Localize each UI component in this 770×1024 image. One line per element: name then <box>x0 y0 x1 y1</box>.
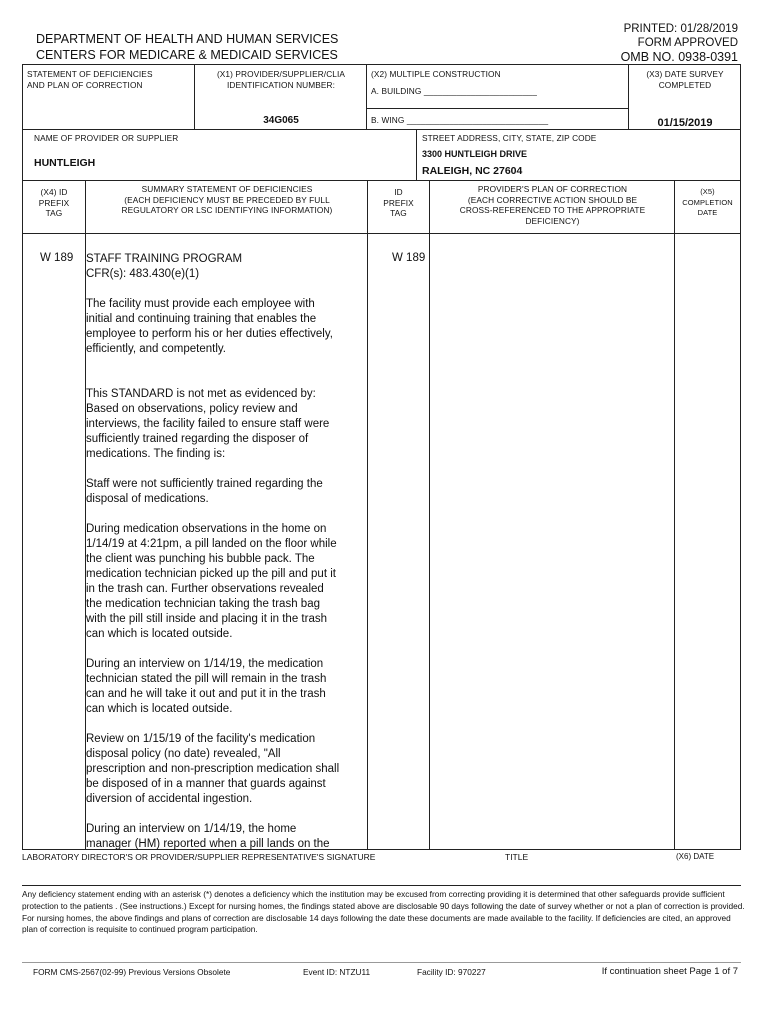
signature-label: LABORATORY DIRECTOR'S OR PROVIDER/SUPPLIER REPRESENTATIVE'S SIGNATURE <box>22 852 376 862</box>
x6-date-label: (X6) DATE <box>676 852 715 861</box>
title-label: TITLE <box>505 852 529 862</box>
disclaimer-text: Any deficiency statement ending with an asterisk (*) denotes a deficiency which the institution may be excused from correcting providing it is determined that other safeguards provide sufficient protection to the patients . (See instructions.) Except for nursing homes, the findings stated above are disclosable 90 days following the date of survey whether or not a plan of correction is provided. For nursing homes, the above findings and plans of correction are disclosable 14 days following the date these documents are made available to the facility. If deficiencies are cited, an approved plan of correction is requisite to continued program participation. <box>22 889 745 935</box>
survey-completed-date: 01/15/2019 <box>657 117 713 129</box>
paragraph: The facility must provide each employee with initial and continuing training that enables the employee to perform his or her duties effectively, efficiently, and competently. <box>86 298 333 355</box>
department-name: DEPARTMENT OF HEALTH AND HUMAN SERVICES <box>36 32 339 46</box>
divider <box>416 129 417 181</box>
address-street: 3300 HUNTLEIGH DRIVE <box>422 149 528 159</box>
x1-label: (X1) PROVIDER/SUPPLIER/CLIA IDENTIFICATION NUMBER: <box>216 69 346 90</box>
x4-column-header: (X4) ID PREFIX TAG <box>38 187 70 218</box>
paragraph: STAFF TRAINING PROGRAM CFR(s): 483.430(e)(1) <box>86 253 243 280</box>
paragraph: During medication observations in the home on 1/14/19 at 4:21pm, a pill landed on the floor while the client was punching his bubble pack. The medication technician picked up the pill and put it in the trash can. Further observations revealed the medication technician taking the trash bag with the pill still inside and placing it in the trash can which is located outside. <box>86 523 337 640</box>
plan-tag: W 189 <box>392 252 426 264</box>
omb-number: OMB NO. 0938-0391 <box>620 50 738 64</box>
summary-column-header: SUMMARY STATEMENT OF DEFICIENCIES (EACH DEFICIENCY MUST BE PRECEDED BY FULL REGULATORY OR LSC IDENTIFYING INFORMATION) <box>121 184 333 215</box>
rule <box>22 962 741 963</box>
address-city: RALEIGH, NC 27604 <box>422 165 523 177</box>
provider-name-label: NAME OF PROVIDER OR SUPPLIER <box>34 133 179 143</box>
address-label: STREET ADDRESS, CITY, STATE, ZIP CODE <box>422 133 597 143</box>
x3-label: (X3) DATE SURVEY COMPLETED <box>646 69 724 90</box>
paragraph: During an interview on 1/14/19, the home manager (HM) reported when a pill lands on the <box>86 823 330 850</box>
divider <box>194 64 195 130</box>
rule <box>22 233 741 234</box>
page-number: If continuation sheet Page 1 of 7 <box>601 966 738 977</box>
deficiency-tag: W 189 <box>40 252 74 264</box>
rule <box>22 129 741 130</box>
paragraph: Staff were not sufficiently trained regarding the disposal of medications. <box>86 478 323 505</box>
wing-label: B. WING ______________________________ <box>371 115 549 125</box>
provider-id-number: 34G065 <box>263 115 299 126</box>
paragraph: Review on 1/15/19 of the facility's medication disposal policy (no date) revealed, "All prescription and non-prescription medication shall be disposed of in a manner that guards against diversion of accidental ingestion. <box>86 733 340 805</box>
form-approved: FORM APPROVED <box>637 37 738 49</box>
divider <box>367 180 368 850</box>
event-id: Event ID: NTZU11 <box>303 967 371 977</box>
statement-label: STATEMENT OF DEFICIENCIES AND PLAN OF CORRECTION <box>27 69 153 90</box>
form-header-meta <box>621 22 738 64</box>
id-column-header: ID PREFIX TAG <box>383 187 414 218</box>
divider <box>429 180 430 850</box>
x2-label: (X2) MULTIPLE CONSTRUCTION <box>371 69 501 79</box>
form-header-agency <box>36 31 338 63</box>
divider <box>628 64 629 130</box>
rule <box>22 885 741 886</box>
facility-id: Facility ID: 970227 <box>417 967 486 977</box>
rule <box>367 108 628 109</box>
printed-date: PRINTED: 01/28/2019 <box>623 23 738 35</box>
x5-column-header: (X5) COMPLETION DATE <box>682 187 733 217</box>
divider <box>366 64 367 130</box>
paragraph: During an interview on 1/14/19, the medication technician stated the pill will remain in the trash can and he will take it out and put it in the trash can which is located outside. <box>86 658 327 715</box>
provider-name: HUNTLEIGH <box>34 157 96 169</box>
rule <box>22 64 741 65</box>
plan-column-header: PROVIDER'S PLAN OF CORRECTION (EACH CORRECTIVE ACTION SHOULD BE CROSS-REFERENCED TO THE APPROPRIATE DEFICIENCY) <box>459 184 646 226</box>
deficiency-statement <box>86 252 356 867</box>
centers-name: CENTERS FOR MEDICARE & MEDICAID SERVICES <box>36 48 338 62</box>
divider <box>674 180 675 850</box>
form-id: FORM CMS-2567(02-99) Previous Versions Obsolete <box>33 967 231 977</box>
building-label: A. BUILDING ________________________ <box>371 86 537 96</box>
rule <box>22 180 741 181</box>
paragraph: This STANDARD is not met as evidenced by: Based on observations, policy review and interviews, the facility failed to ensure staff were sufficiently trained regarding the disposer of medications. The finding is: <box>86 388 330 460</box>
